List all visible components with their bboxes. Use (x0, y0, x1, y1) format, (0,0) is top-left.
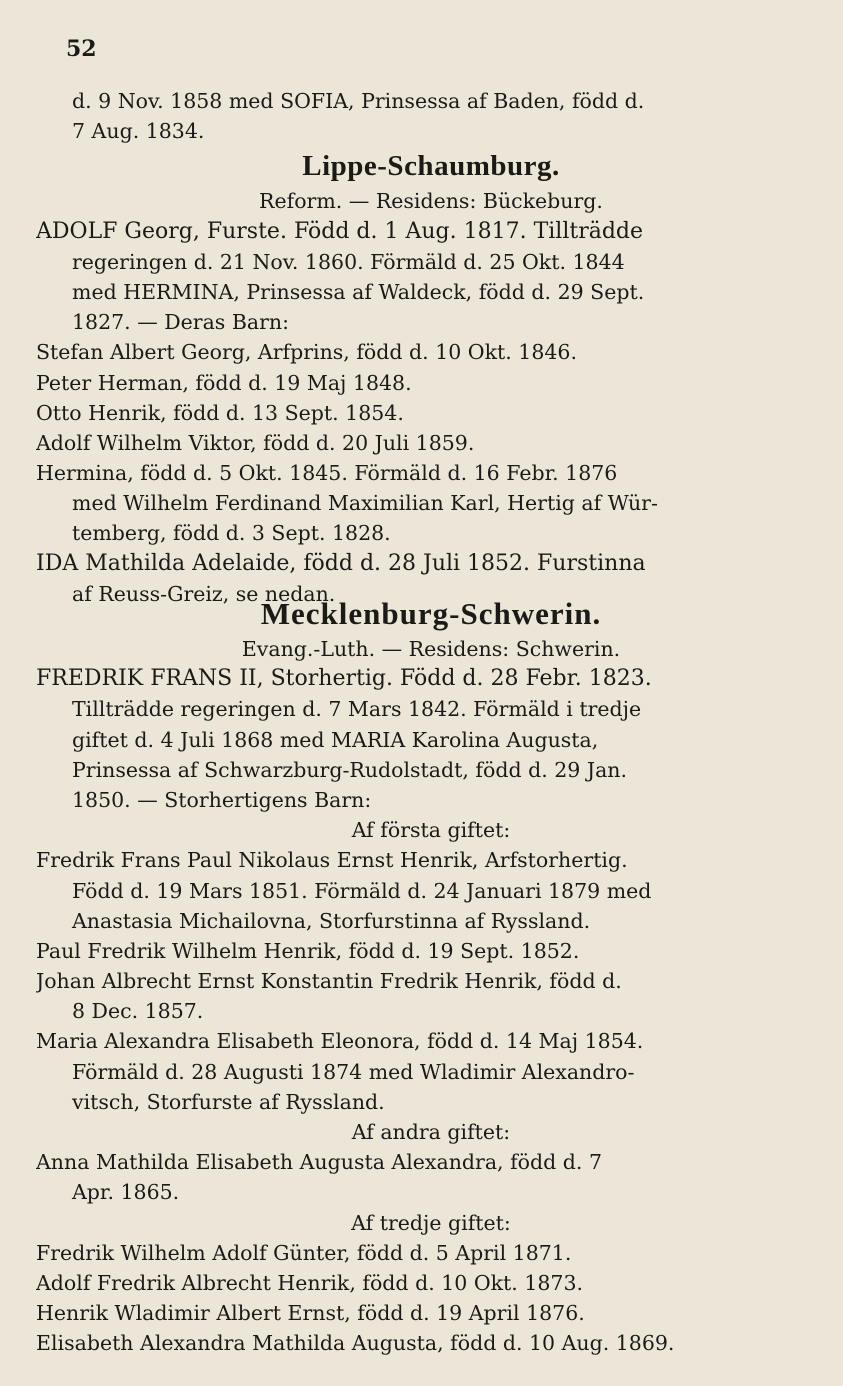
text-line: Adolf Wilhelm Viktor, född d. 20 Juli 1859. (36, 430, 475, 455)
text-line: Henrik Wladimir Albert Ernst, född d. 19 April 1876. (36, 1301, 585, 1326)
text-line: temberg, född d. 3 Sept. 1828. (72, 521, 391, 546)
section-heading-mecklenburg-schwerin: Mecklenburg-Schwerin. (260, 596, 602, 631)
text-line: Fredrik Wilhelm Adolf Günter, född d. 5 April 1871. (36, 1240, 572, 1265)
text-line: d. 9 Nov. 1858 med SOFIA, Prinsessa af Baden, född d. (72, 89, 645, 113)
text-line: 1827. — Deras Barn: (72, 310, 290, 335)
text-line: 1850. — Storhertigens Barn: (72, 787, 372, 812)
text-line: Adolf Fredrik Albrecht Henrik, född d. 10 Okt. 1873. (36, 1270, 584, 1295)
page-number: 52 (66, 36, 97, 62)
text-block (36, 594, 826, 1359)
text-line: IDA Mathilda Adelaide, född d. 28 Juli 1852. Furstinna (36, 550, 646, 576)
subsection-label: Af andra giftet: (351, 1120, 511, 1144)
text-line: Anna Mathilda Elisabeth Augusta Alexandra, född d. 7 (36, 1150, 602, 1175)
text-line: af Reuss-Greiz, se nedan. (72, 581, 336, 606)
section-heading-lippe-schaumburg: Lippe-Schaumburg. (302, 150, 560, 183)
text-line: giftet d. 4 Juli 1868 med MARIA Karolina Augusta, (72, 727, 599, 752)
subsection-label: Af tredje giftet: (351, 1210, 511, 1235)
text-line: Paul Fredrik Wilhelm Henrik, född d. 19 Sept. 1852. (36, 938, 580, 963)
text-line: FREDRIK FRANS II, Storhertig. Född d. 28 Febr. 1823. (36, 666, 652, 692)
text-line: Prinsessa af Schwarzburg-Rudolstadt, född d. 29 Jan. (72, 757, 628, 782)
text-line: Apr. 1865. (72, 1180, 180, 1205)
text-line: med HERMINA, Prinsessa af Waldeck, född d. 29 Sept. (72, 279, 645, 304)
text-line: Stefan Albert Georg, Arfprins, född d. 10 Okt. 1846. (36, 340, 577, 365)
text-line: Tillträdde regeringen d. 7 Mars 1842. Förmäld i tredje (72, 697, 642, 722)
text-line: Född d. 19 Mars 1851. Förmäld d. 24 Januari 1879 med (72, 878, 652, 903)
text-line: Anastasia Michailovna, Storfurstinna af Ryssland. (72, 908, 591, 933)
text-line: Otto Henrik, född d. 13 Sept. 1854. (36, 400, 404, 425)
text-line: regeringen d. 21 Nov. 1860. Förmäld d. 25 Okt. 1844 (72, 249, 625, 274)
text-line: Hermina, född d. 5 Okt. 1845. Förmäld d. 16 Febr. 1876 (36, 461, 618, 486)
text-line: med Wilhelm Ferdinand Maximilian Karl, Hertig af Wür- (72, 491, 658, 516)
section-subheading: Reform. — Residens: Bückeburg. (259, 189, 603, 214)
text-line: ADOLF Georg, Furste. Född d. 1 Aug. 1817. Tillträdde (36, 218, 644, 244)
text-line: vitsch, Storfurste af Ryssland. (72, 1089, 385, 1114)
text-block (36, 86, 826, 609)
section-subheading: Evang.-Luth. — Residens: Schwerin. (241, 637, 621, 661)
text-line: Fredrik Frans Paul Nikolaus Ernst Henrik, Arfstorhertig. (36, 848, 628, 873)
text-line: 8 Dec. 1857. (72, 999, 204, 1024)
text-line: Peter Herman, född d. 19 Maj 1848. (36, 370, 412, 395)
text-line: Elisabeth Alexandra Mathilda Augusta, född d. 10 Aug. 1869. (36, 1331, 675, 1356)
text-line: Johan Albrecht Ernst Konstantin Fredrik Henrik, född d. (36, 969, 622, 994)
text-line: Förmäld d. 28 Augusti 1874 med Wladimir Alexandro- (72, 1059, 635, 1084)
subsection-label: Af första giftet: (351, 818, 511, 843)
text-line: Maria Alexandra Elisabeth Eleonora, född d. 14 Maj 1854. (36, 1029, 644, 1054)
text-line: 7 Aug. 1834. (72, 119, 205, 144)
